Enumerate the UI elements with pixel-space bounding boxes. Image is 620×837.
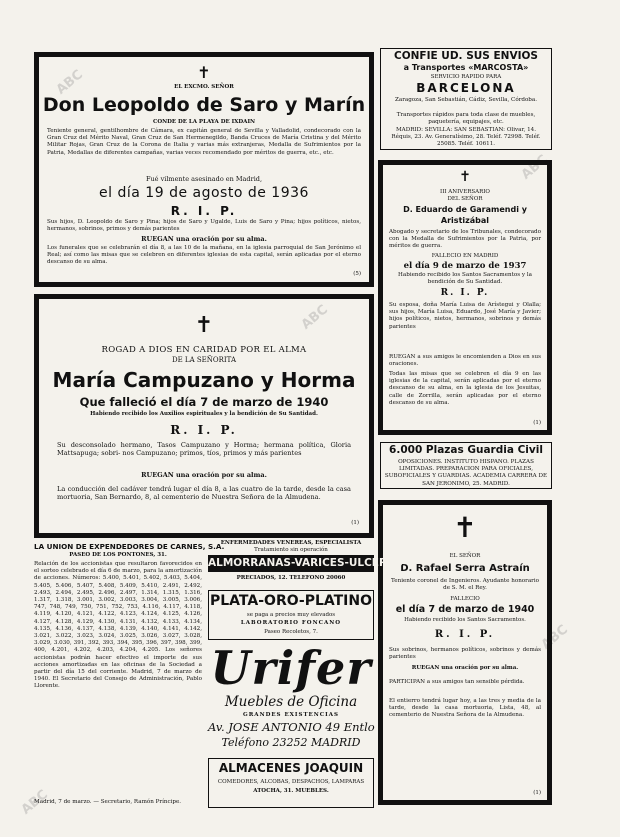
auxilios: Habiendo recibido los Santos Sacramentos y la bendición de Su Santidad. [398,272,532,286]
rip: R. I. P. [434,629,496,640]
biography: Abogado y secretario de los Tribunales, condecorado con la Medalla de Sufrimientos por la Patria, por méritos de guerra. [389,229,541,250]
auxilios: Habiendo recibido los Santos Sacramentos. [404,617,526,623]
notice-header: EL EXCMO. SEÑOR [174,84,234,90]
ad-city: BARCELONA [416,81,516,95]
joaquin-ad [208,758,374,808]
fallecio: FALLECIO [450,596,480,602]
death-date: el día 19 de agosto de 1936 [99,185,309,201]
venereal-ad [208,540,403,587]
notice-number: (5) [353,271,361,277]
family: Su desconsolado hermano, Tasos Campuzano y Horma; hermana política, Gloria Mattsapuga; sobri- nos Campuzano; primos, tíos, primos y más parientes [57,441,351,457]
deceased-name: Don Leopoldo de Saro y Marín [42,94,366,116]
notice-number: (1) [533,790,541,796]
ad-banner: ALMORRANAS-VARICES-ULCERAS [208,555,374,572]
family: Su esposa, doña María Luisa de Arístegui y Olalla; sus hijos, María Luisa, Eduardo, José María y Javier; hijos políticos, nietos, hermanos, sobrinos y demás parientes [389,302,541,330]
death-date: el día 7 de marzo de 1940 [395,604,535,615]
watermark: ABC [53,67,86,98]
ad-headline: 6.000 Plazas Guardia Civil [389,444,543,456]
cross-icon: ✝ [459,169,471,185]
biography: Teniente coronel de Ingenieros. Ayudante honorario de S. M. el Rey. [390,578,540,592]
deceased-name: María Campuzano y Horma [52,368,356,392]
union-address: PASEO DE LOS PONTONES, 31. [69,552,167,558]
cross-icon: ✝ [194,313,214,338]
anniversary: III ANIVERSARIO [440,189,490,195]
watermark: ABC [538,622,571,653]
biography: Teniente general, gentilhombre de Cámara, ex capitán general de Sevilla y Valladolid, condecorado con la Gran Cruz del Mérito Naval, Gran Cruz de San Hermenegildo, Banda Cruces de María Cristina y del Mérito Militar Rojas, Gran Cruz de la Corona de Italia y varias más extranjeras, Medalla de Sufrimientos por la Patria, Medallas de diferentes campañas, varias veces recomendado por méritos de guerra, etc., etc. [47,128,361,156]
dela-line: DE LA SEÑORITA [171,356,237,364]
ad-line3: Av. JOSE ANTONIO 49 Entlo [208,720,375,734]
ad-line3: PRECIADOS, 12. TELEFONO 20060 [236,575,346,581]
rip: R. I. P. [440,288,490,298]
garamendi-notice [378,160,552,435]
ad-line1: COMEDORES, ALCOBAS, DESPACHOS, LAMPARAS [217,779,365,785]
union-body: Relación de los accionistas que resultaron favorecidos en el sorteo celebrado el día 6 de marzo, para la amortización de acciones. Números: 5.400, 5.401, 5.402, 5.403, 5.404, 5.405, 5.406, 5.407, 5.408, 5.409, 5.410, 2.491, 2.492, 2.493, 2.494, 2.495, 2.496, 2.497, 1.314, 1.315, 1.316, 1.317, 1.318, 3.001, 3.002, 3.003, 3.004, 3.005, 3.006, 747, 748, 749, 750, 751, 752, 753, 4.116, 4.117, 4.118, 4.119, 4.120, 4.121, 4.122, 4.123, 4.124, 4.125, 4.126, 4.127, 4.128, 4.129, 4.130, 4.131, 4.132, 4.133, 4.134, 4.135, 4.136, 4.137, 4.138, 4.139, 4.140, 4.141, 4.142, 3.021, 3.022, 3.023, 3.024, 3.025, 3.026, 3.027, 3.028, 3.029, 3.030, 391, 392, 393, 394, 395, 396, 397, 398, 399, 400, 4.201, 4.202, 4.203, 4.204, 4.205. Los señores accionistas podrán hacer efectivo el importe de sus acciones amortizadas en las oficinas de la Sociedad a partir del día 15 del corriente. Madrid, 7 de marzo de 1940. El Secretario del Consejo de Administración, Pablo Llorente. [34,561,202,690]
ad-service: SERVICIO RAPIDO PARA [430,74,502,80]
el-line: EL SEÑOR [449,553,481,559]
fallecio: FALLECIO EN MADRID [431,253,499,259]
cross-icon: ✝ [197,63,211,82]
watermark: ABC [18,787,51,818]
particip: PARTICIPAN a sus amigos tan sensible pérdida. [389,679,525,685]
auxilios: Habiendo recibido los Auxilios espirituales y la bendición de Su Santidad. [90,411,318,417]
brand-logo: Urifer [210,641,372,695]
ad-line2: GRANDES EXISTENCIAS [243,712,339,718]
ad-contacts: MADRID: SEVILLA: SAN SEBASTIAN: Olivar, 14. Réquis, 23. Av. Generalísimo, 28. Teléf. 72998. Teléf. 25085. Teléf. 10611. [391,127,541,148]
cross-icon: ✝ [453,511,477,544]
noble-title: CONDE DE LA PLAYA DE IXDAIN [152,119,256,125]
ad-line2: ATOCHA, 31. MUEBLES. [253,788,329,794]
ruegan: RUEGAN una oración por su alma. [141,471,267,479]
urifer-ad [208,641,375,754]
marcosta-ad [380,48,552,150]
ad-line4: Teléfono 23252 MADRID [221,736,361,749]
ad-headline: PLATA-ORO-PLATINO [210,593,372,609]
ad-headline: CONFIE UD. SUS ENVIOS [393,50,538,62]
ad-routes: Zaragoza, San Sebastián, Cádiz, Sevilla, Córdoba. [394,97,538,103]
union-footer: Madrid, 7 de marzo. — Secretario, Ramón Príncipe. [34,799,182,805]
family: Sus hijos, D. Leopoldo de Saro y Pina; hijos de Saro y Ugalde, Luis de Saro y Pina; hijos políticos, nietos, hermanos, sobrinos, primos y demás parientes [47,219,361,233]
rip: R. I. P. [170,204,238,218]
ad-line1: se paga a precios muy elevados [246,612,336,618]
plata-ad [208,590,374,640]
del-line: DEL SEÑOR [447,196,483,202]
ad-line2: Tratamiento sin operación [254,547,328,553]
ruegan: RUEGAN una oración por su alma. [141,235,267,243]
notice-number: (1) [533,420,541,426]
conduccion: La conducción del cadáver tendrá lugar el día 8, a las cuatro de la tarde, desde la casa mortuoria, San Bernardo, 8, al cementerio de Nuestra Señora de la Almudena. [57,485,351,501]
ad-line1: Muebles de Oficina [224,694,358,710]
union-notice [34,542,225,812]
watermark: ABC [518,152,551,183]
notice-number: (1) [351,520,359,526]
funeral-details: Los funerales que se celebrarán el día 8, a las 10 de la mañana, en la iglesia parroquial de San Jerónimo el Real; así como las misas que se celebren en diferentes iglesias de esta capital, serán aplicadas por el eterno descanso de su alma. [47,245,361,266]
serra-notice [378,500,552,805]
rip: R. I. P. [170,423,238,437]
saro-notice [34,52,374,287]
guardia-civil-ad [380,442,552,489]
entierro: El entierro tendrá lugar hoy, a las tres y media de la tarde, desde la casa mortuoria, Lista, 48, al cementerio de Nuestra Señora de la Almudena. [389,698,541,719]
ad-headline: ALMACENES JOAQUIN [218,761,364,775]
death-note: Fué vilmente asesinado en Madrid, [145,175,263,183]
rogad-line: ROGAD A DIOS EN CARIDAD POR EL ALMA [101,345,307,355]
ruegan: RUEGAN a sus amigos le encomienden a Dios en sus oraciones. [389,354,541,368]
ad-line2: LABORATORIO FONCANO [240,620,342,626]
ad-text: Transportes rápidos para toda clase de muebles, paquetería, equipajes, etc. [396,112,536,126]
death-date: Que falleció el día 7 de marzo de 1940 [79,395,329,409]
ad-company: a Transportes «MARCOSTA» [403,63,529,72]
deceased-name: D. Rafael Serra Astraín [400,563,530,574]
misas: Todas las misas que se celebren el día 9 en las iglesias de la capital, serán aplicadas por el eterno descanso de su alma, en la iglesia de los Jesuitas, calle de Zorrilla, serán aplicadas por el eterno descanso de su alma. [389,371,541,406]
ruegan: RUEGAN una oración por su alma. [411,665,519,671]
deceased-name: D. Eduardo de Garamendi y Aristizábal [403,205,527,225]
family: Sus sobrinos, hermanos políticos, sobrinos y demás parientes [389,647,541,661]
ad-line1: ENFERMEDADES VENEREAS, ESPECIALISTA [220,540,362,546]
ad-line3: Paseo Recoletos, 7. [264,629,318,635]
union-title: LA UNION DE EXPENDEDORES DE CARNES, S.A. [34,542,225,551]
ad-text: OPOSICIONES. INSTITUTO HISPANO. PLAZAS LIMITADAS. PREPARACION PARA OFICIALES, SUBOFICIALES Y GUARDIAS. ACADEMIA CARRERA DE SAN JERONIMO, 25. MADRID. [384,459,548,487]
death-date: el día 9 de marzo de 1937 [403,261,527,271]
watermark: ABC [298,302,331,333]
campuzano-notice [34,294,374,538]
